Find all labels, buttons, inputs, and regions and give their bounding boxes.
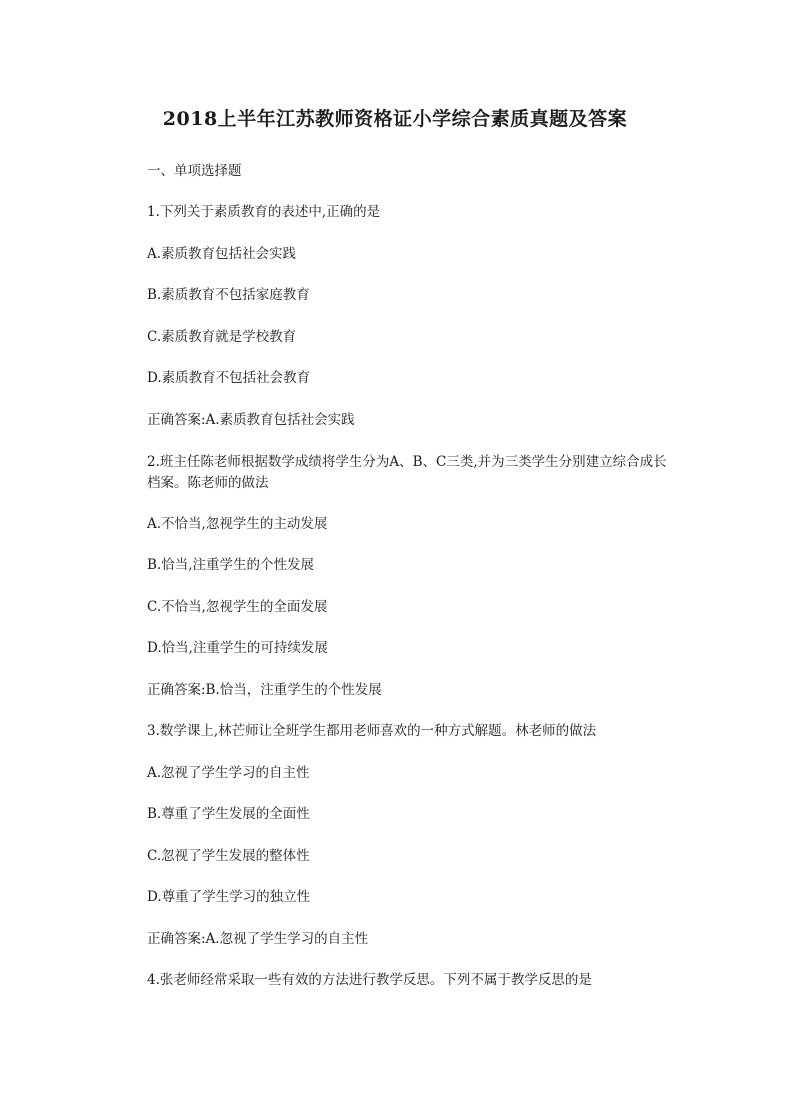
question-1-stem: 1.下列关于素质教育的表述中,正确的是 <box>147 204 381 220</box>
question-4-stem: 4.张老师经常采取一些有效的方法进行教学反思。下列不属于教学反思的是 <box>147 972 592 988</box>
question-1-option-a: A.素质教育包括社会实践 <box>147 246 297 262</box>
question-2-option-a: A.不恰当,忽视学生的主动发展 <box>147 516 328 532</box>
question-2-option-b: B.恰当,注重学生的个性发展 <box>147 557 315 573</box>
question-3-option-a: A.忽视了学生学习的自主性 <box>147 765 310 781</box>
question-3-option-b: B.尊重了学生发展的全面性 <box>147 806 310 822</box>
question-1-answer: 正确答案:A.素质教育包括社会实践 <box>147 412 355 428</box>
question-3-stem: 3.数学课上,林芒师让全班学生都用老师喜欢的一种方式解题。林老师的做法 <box>147 723 597 739</box>
question-3-option-c: C.忽视了学生发展的整体性 <box>147 848 310 864</box>
section-heading: 一、单项选择题 <box>147 163 242 179</box>
question-3-answer: 正确答案:A.忽视了学生学习的自主性 <box>147 931 369 947</box>
question-2-stem: 2.班主任陈老师根据数学成绩将学生分为A、B、C三类,并为三类学生分别建立综合成长档案。陈老师的做法 <box>147 454 667 491</box>
question-1-option-d: D.素质教育不包括社会教育 <box>147 370 311 386</box>
question-1-option-c: C.素质教育就是学校教育 <box>147 329 297 345</box>
question-2-answer: 正确答案:B.恰当，注重学生的个性发展 <box>147 682 382 698</box>
document-title: 2018上半年江苏教师资格证小学综合素质真题及答案 <box>162 108 628 130</box>
question-2-option-d: D.恰当,注重学生的可持续发展 <box>147 640 328 656</box>
question-2-option-c: C.不恰当,忽视学生的全面发展 <box>147 599 328 615</box>
question-1-option-b: B.素质教育不包括家庭教育 <box>147 287 310 303</box>
question-3-option-d: D.尊重了学生学习的独立性 <box>147 889 311 905</box>
